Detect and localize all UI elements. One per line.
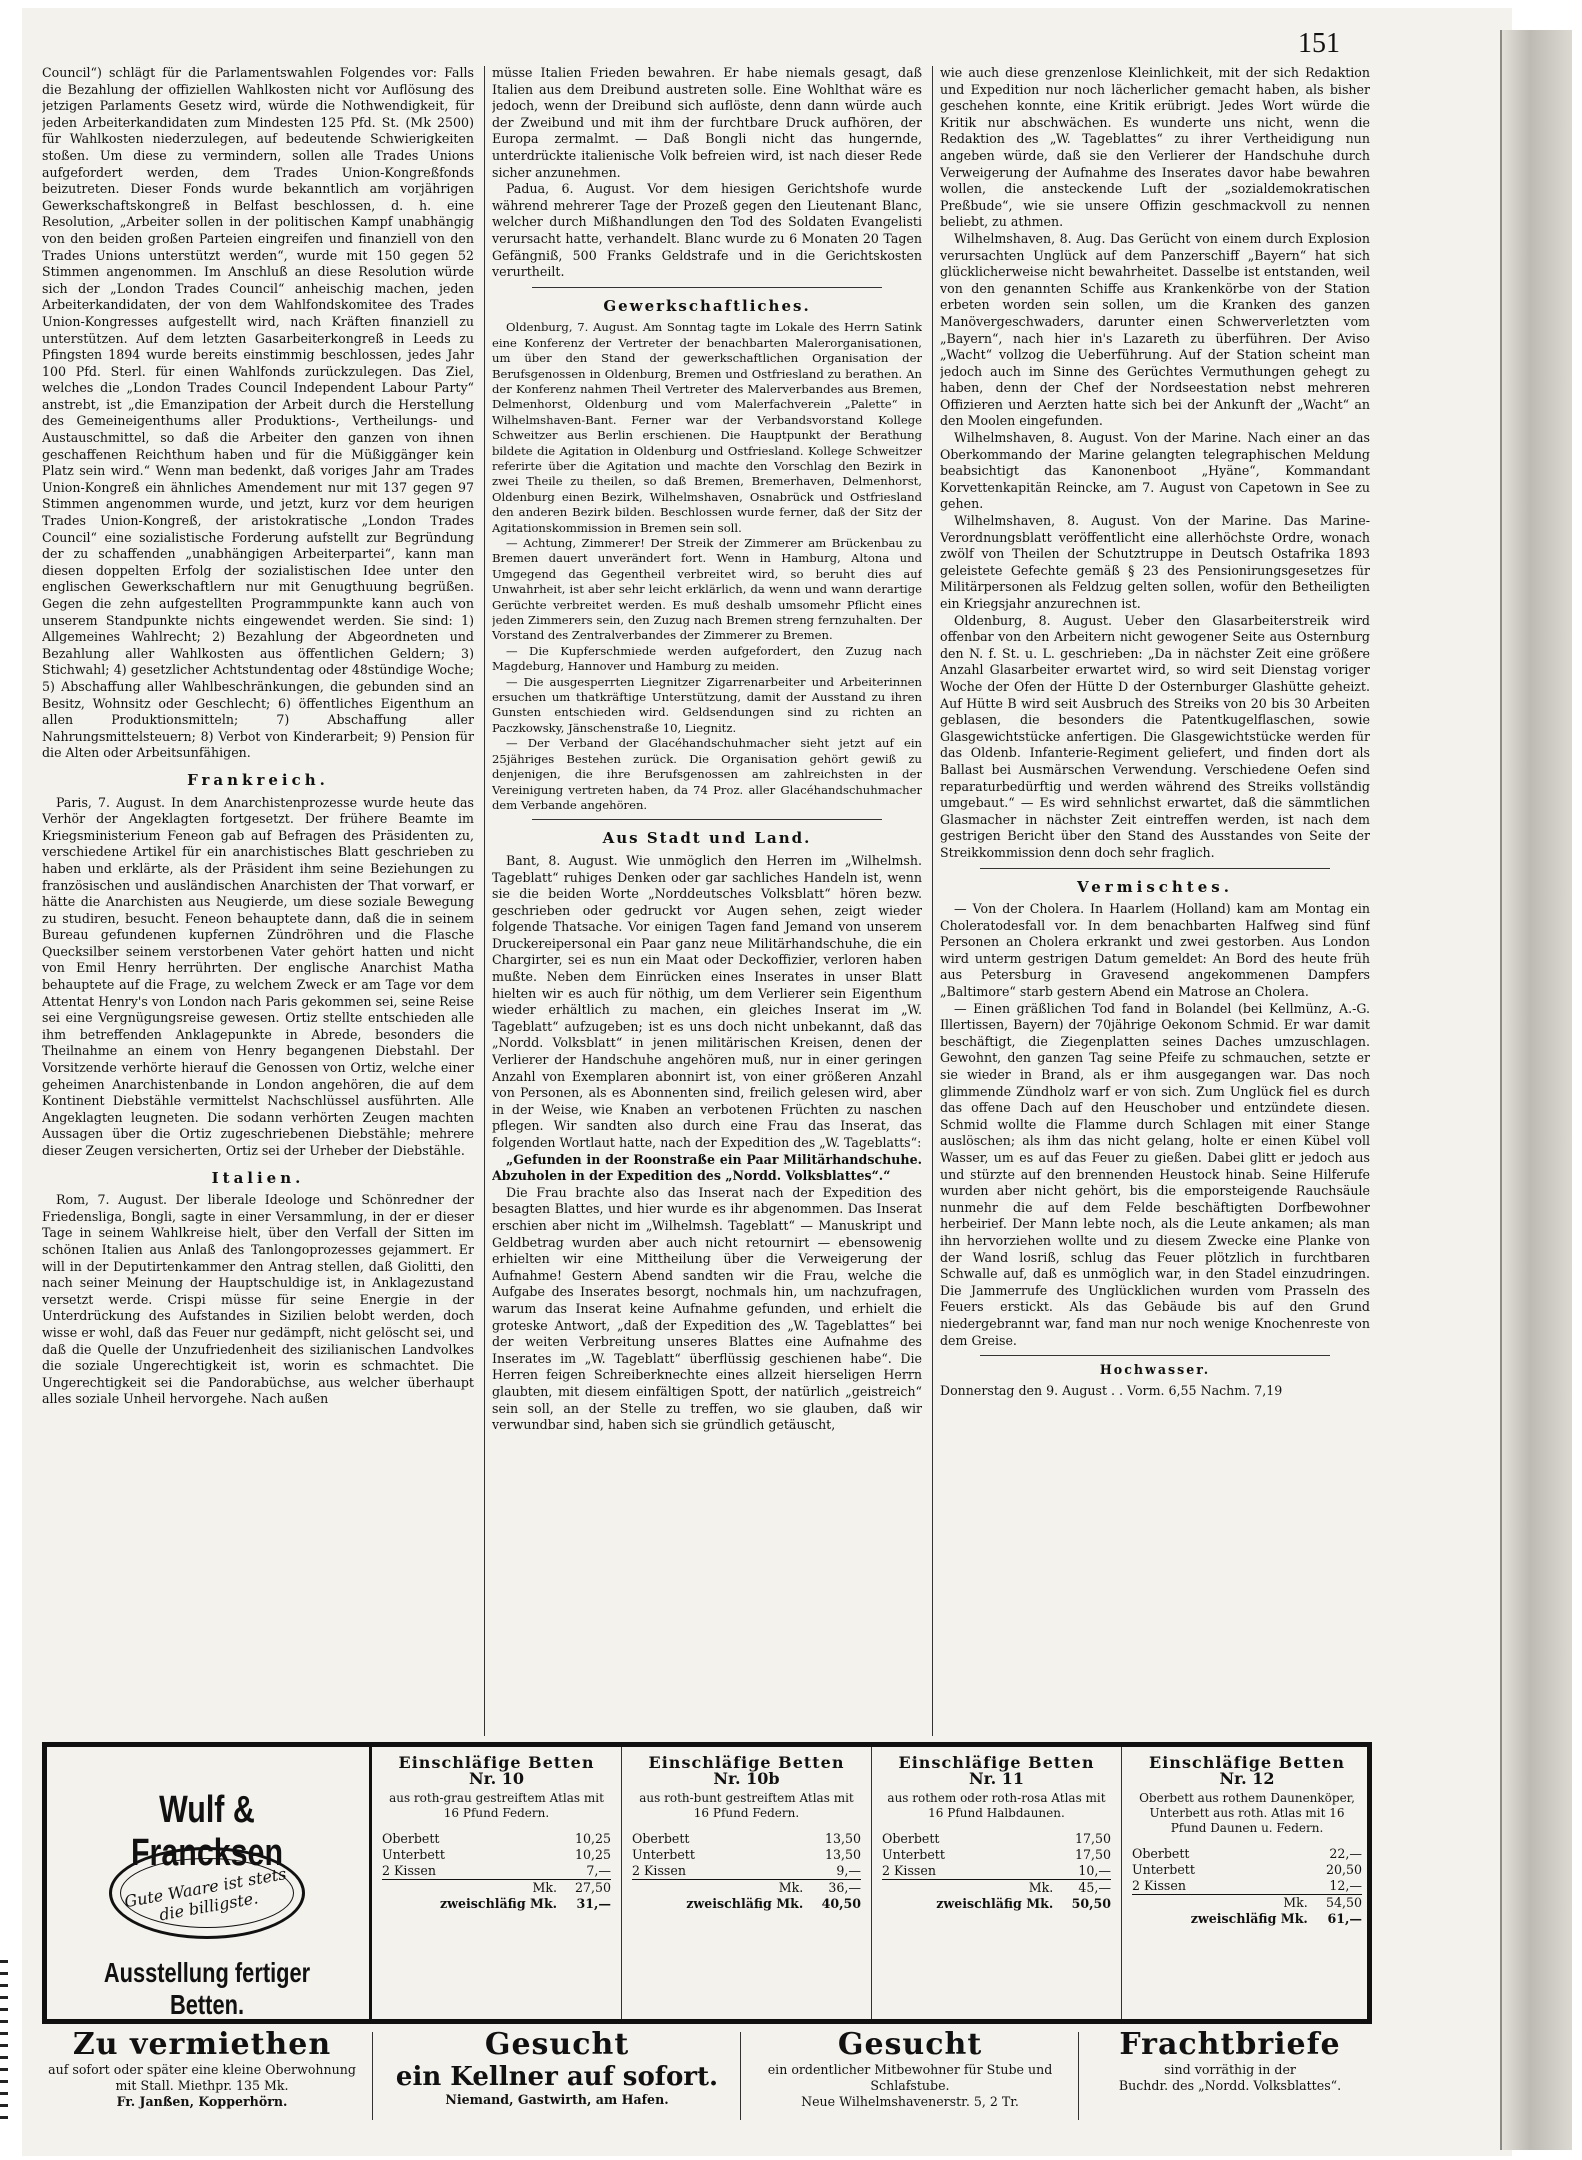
bed-number: Nr. 11 xyxy=(969,1769,1024,1788)
wanted-subtitle: ein Kellner auf sofort. xyxy=(395,2062,719,2092)
roommate-wanted-ad xyxy=(750,2028,1070,2124)
bed-offer xyxy=(372,1747,622,2019)
article-text: Padua, 6. August. Vor dem hiesigen Gerichtshofe wurde während mehrerer Tage der Prozeß gegen den Lieutenant Blanc, welcher durch Mißhandlungen den Tod des Soldaten Evangelisti verursacht hatte, verhandelt. Blanc wurde zu 6 Monaten 20 Tagen Gefängniß, 500 Franks Geldstrafe und in die Gerichtskosten verurtheilt. xyxy=(492,181,922,280)
classified-ads xyxy=(42,2028,1372,2124)
item-price: 13,50 xyxy=(824,1831,861,1846)
item-label: Unterbett xyxy=(882,1847,945,1862)
double-price: 50,50 xyxy=(1071,1896,1111,1911)
double-label: zweischläfig Mk. xyxy=(936,1896,1054,1911)
bed-description: aus roth-bunt gestreiftem Atlas mit 16 Pfund Federn. xyxy=(639,1791,854,1820)
rent-ad xyxy=(42,2028,362,2124)
item-label: 2 Kissen xyxy=(1132,1878,1186,1893)
sum-price: 54,50 xyxy=(1308,1895,1362,1912)
sum-price: 45,— xyxy=(1053,1880,1111,1897)
article-text: Paris, 7. August. In dem Anarchistenprozesse wurde heute das Verhör der Angeklagten fortgesetzt. Der frühere Beamte im Kriegsministerium Feneon gab auf Befragen des Präsidenten zu, verschiedene Artikel für ein anarchistisches Blatt geschrieben zu haben und erklärte, als der Präsident ihm seine Beziehungen zu französischen und ausländischen Anarchisten der That vorwarf, er hätte die Anarchisten aus Neugierde, um diese soziale Bewegung zu studiren, besucht. Feneon behauptete dann, daß die in seinem Bureau gefundenen kupfernen Zündröhren und die Flasche Quecksilber seinem verstorbenen Vater gehört hatten und nicht von Emil Henry herrührten. Der englische Anarchist Matha behauptete auf die Frage, zu welchem Zweck er am Tage vor dem Attentat Henry's von London nach Paris gekommen sei, seine Reise sei eine Vergnügungsreise gewesen. Ortiz stellte entschieden alle ihm betreffenden Anklagepunkte in Abrede, besonders die Theilnahme an einem von Henry begangenen Diebstahl. Der Vorsitzende verhörte hierauf die Genossen von Ortiz, welche einer geheimen Anarchistenbande in London angehören, die auf dem Kontinent Diebstähle vermittelst Nachschlüssel ausführten. Alle Angeklagten leugneten. Die sodann verhörten Zeugen machten Aussagen über die Ortiz zugeschriebenen Diebstähle; mehrere dieser Zeugen versicherten, Ortiz sei der Urheber der Diebstähle. xyxy=(42,794,474,1158)
section-heading-union: Gewerkschaftliches. xyxy=(603,296,811,315)
bed-description: aus rothem oder roth-rosa Atlas mit 16 Pfund Halbdaunen. xyxy=(887,1791,1106,1820)
brand-name: Wulf & Francksen xyxy=(130,1789,284,1874)
item-price: 10,— xyxy=(1078,1863,1111,1878)
article-text: Oldenburg, 8. August. Ueber den Glasarbeiterstreik wird offenbar von den Arbeitern nicht gewogener Seite aus Osternburg den N. f. St. u. L. geschrieben: „Da in nächster Zeit eine größere Anzahl Glasarbeiter erwartet wird, so wird seit Dienstag voriger Woche der Ofen der Hütte D der Osternburger Glashütte geheizt. Auf Hütte B wird seit Ausbruch des Streiks von 20 bis 30 Arbeiten geblasen, die besonders die Patentkugelflaschen, sowie Glasgewichtstücke anfertigen. Die Glasgewichtstücke werden für das Oldenb. Infanterie-Regiment geliefert, und finden dort als Ballast bei Ausmärschen Verwendung. Verschiedene Oefen sind reparaturbedürftig und werden während des Streiks vollständig umgebaut.“ — Es wird sehnlichst erwartet, daß die sämmtlichen Glasmacher in nächster Zeit eintreffen werden, ist nach dem gestrigen Bericht über den Stand des Ausstandes von Seite der Streikkommission denn doch sehr fraglich. xyxy=(940,612,1370,860)
ad-divider xyxy=(1078,2032,1079,2120)
article-text: Wilhelmshaven, 8. August. Von der Marine. Nach einer an das Oberkommando der Marine gelangten telegraphischen Meldung beabsichtigt das Kanonenboot „Hyäne“, Kommandant Korvettenkapitän Reincke, am 7. August von Capetown in See zu gehen. xyxy=(940,430,1370,512)
quoted-ad-text: „Gefunden in der Roonstraße ein Paar Militärhandschuhe. Abzuholen in der Expedition des „Nordd. Volksblattes“.“ xyxy=(492,1151,922,1184)
wanted-contact: Niemand, Gastwirth, am Hafen. xyxy=(445,2092,669,2107)
item-label: Oberbett xyxy=(632,1831,690,1846)
item-price: 9,— xyxy=(836,1863,861,1878)
bed-title: Einschläfige Betten xyxy=(898,1753,1095,1772)
sum-label: Mk. xyxy=(1132,1895,1308,1912)
wanted-title: Gesucht xyxy=(837,2027,983,2062)
bed-number: Nr. 10b xyxy=(713,1769,780,1788)
price-table xyxy=(882,1831,1111,1912)
divider xyxy=(980,1355,1330,1356)
bed-title: Einschläfige Betten xyxy=(398,1753,595,1772)
item-price: 17,50 xyxy=(1074,1847,1111,1862)
column-divider xyxy=(932,66,933,1736)
divider xyxy=(532,819,882,820)
price-table xyxy=(1132,1846,1362,1927)
article-text: Die Frau brachte also das Inserat nach der Expedition des besagten Blattes, und hier wurde es ihr abgenommen. Das Inserat erschien aber nicht im „Wilhelmsh. Tageblatt“ — Manuskript und Geldbetrag wurden aber auch nicht retournirt — ebensowenig erhielten wir eine Mittheilung über die Verweigerung der Aufnahme! Gestern Abend sandten wir die Frau, welche die Aufgabe des Inserates besorgt, nochmals hin, um nachzufragen, warum das Inserat keine Aufnahme gefunden, und erhielt die groteske Antwort, „daß der Expedition des „W. Tageblattes“ bei der weiten Verbreitung unseres Blattes eine Aufnahme des Inserates im „W. Tageblatt“ überflüssig geschienen habe“. Die Herren feigen Schreiberknechte eines allzeit hierseligen Herrn glaubten, mit diesem einfältigen Spott, der natürlich „geistreich“ sein soll, an der Stelle zu treffen, wo sie glauben, daß wir verwundbar sind, haben sich sie gründlich getäuscht, xyxy=(492,1184,922,1433)
bed-title: Einschläfige Betten xyxy=(648,1753,845,1772)
article-text: — Die Kupferschmiede werden aufgefordert, den Zuzug nach Magdeburg, Hannover und Hamburg zu meiden. xyxy=(492,643,922,674)
column-2 xyxy=(492,65,922,1740)
item-price: 17,50 xyxy=(1074,1831,1111,1846)
item-label: Oberbett xyxy=(382,1831,440,1846)
item-price: 12,— xyxy=(1329,1878,1362,1893)
item-price: 10,25 xyxy=(574,1831,611,1846)
article-text: Bant, 8. August. Wie unmöglich den Herren im „Wilhelmsh. Tageblatt“ ruhiges Denken oder gar sachliches Handeln ist, wenn sie die beiden Worte „Norddeutsches Volksblatt“ hören bezw. geschrieben oder gedruckt vor Augen sehen, zeigt wieder folgende Thatsache. Vor einigen Tagen fand Jemand von unserem Druckereipersonal ein Paar ganz neue Militärhandschuhe, die ein Chargirter, sei es nun ein Maat oder Deckoffizier, verloren haben mußte. Neben dem Einrücken eines Inserates in unser Blatt hielten wir es auch für nöthig, um dem Verlierer sein Eigenthum wieder erhältlich zu machen, ein gleiches Inserat im „W. Tageblatt“ aufzugeben; ist es uns doch nicht unbekannt, daß das „Nordd. Volksblatt“ in jenen militärischen Kreisen, denen der Verlierer der Handschuhe angehören muß, nur in einer geringen Anzahl von Exemplaren abonnirt ist, von einer größeren Anzahl von Personen, als es Abonnenten sind, freilich gelesen wird, aber in der Weise, wie Knaben an verbotenen Früchten zu naschen pflegen. Wir sandten also durch eine Frau das Inserat, das folgenden Wortlaut hatte, nach der Expedition des „W. Tageblatts“: xyxy=(492,852,922,1150)
freight-text: sind vorräthig in der xyxy=(1164,2062,1296,2077)
column-1 xyxy=(42,65,474,1740)
wanted-title: Gesucht xyxy=(484,2027,630,2062)
bed-title: Einschläfige Betten xyxy=(1149,1753,1345,1772)
double-price: 40,50 xyxy=(821,1896,861,1911)
high-water-times: Donnerstag den 9. August . . Vorm. 6,55 Nachm. 7,19 xyxy=(940,1382,1283,1398)
article-text: — Die ausgesperrten Liegnitzer Zigarrenarbeiter und Arbeiterinnen ersuchen um thatkräftige Unterstützung, damit der Ausstand zu ihren Gunsten entschieden wird. Geldsendungen sind zu richten an Paczkowsky, Jänschenstraße 10, Liegnitz. xyxy=(492,674,922,735)
item-label: 2 Kissen xyxy=(382,1863,436,1878)
item-label: Unterbett xyxy=(1132,1862,1195,1877)
section-heading-misc: Vermischtes. xyxy=(1077,877,1233,896)
sum-label: Mk. xyxy=(882,1880,1053,1897)
page-edge-marks xyxy=(0,1960,8,2120)
price-table xyxy=(382,1831,611,1912)
high-water-box xyxy=(940,1362,1370,1399)
article-text: müsse Italien Frieden bewahren. Er habe niemals gesagt, daß Italien aus dem Dreibund austreten solle. Eine Wohlthat wäre es jedoch, wenn der Dreibund sich auflöste, denn dann würde auch der Zweibund und mit ihm der furchtbare Druck aufhören, der Europa zermalmt. — Daß Bongli nicht das hungernde, unterdrückte italienische Volk befreien wird, ist nach dieser Rede sicher anzunehmen. xyxy=(492,65,922,180)
article-text: Council“) schlägt für die Parlamentswahlen Folgendes vor: Falls die Bezahlung der offiziellen Wahlkosten nicht vor Auflösung des jetzigen Parlaments Gesetz wird, würde die Nothwendigkeit, für jeden Arbeiterkandidaten zum Mindesten 125 Pfd. St. (Mk 2500) für Wahlkosten niederzulegen, auf bedeutende Schwierigkeiten stoßen. Um diese zu vermindern, sollen alle Trades Unions aufgefordert werden, dem Trades Union-Kongreßfonds beizutreten. Dieser Fonds wurde bekanntlich am vorjährigen Gewerkschaftskongreß in Belfast beschlossen, d. h. eine Resolution, „Arbeiter sollen in der politischen Kampf unabhängig von den beiden großen Parteien eingreifen und finanziell von den Trades Unions unterstützt werden“, wurde mit 150 gegen 52 Stimmen angenommen. Im Anschluß an diese Resolution würde sich der „London Trades Council“ anheischig machen, jeden Arbeiterkandidaten, der von dem Wahlfondskomitee des Trades Union-Kongresses aufgestellt wird, nach Kräften finanziell zu unterstützen. Auf dem letzten Gasarbeiterkongreß in Leeds zu Pfingsten 1894 wurde bereits einstimmig beschlossen, jedes Jahr 100 Pfd. Sterl. für einen Wahlfonds zurückzulegen. Das Ziel, welches die „London Trades Council Independent Labour Party“ anstrebt, ist „die Emanzipation der Arbeit durch die Herstellung des Gemeineigenthums aller Produktions-, Vertheilungs- und Austauschmittel, so daß die Arbeiter den ganzen von ihnen geschaffenen Reichthum haben und für die Müßiggänger kein Platz sein wird.“ Wenn man bedenkt, daß voriges Jahr am Trades Union-Kongreß ein ähnliches Amendement nur mit 137 gegen 97 Stimmen angenommen wurde, und jetzt, kurz vor dem heurigen Trades Union-Kongreß, der aristokratische „London Trades Council“ eine sozialistische Forderung aufstellt zur Begründung der zu schaffenden „unabhängigen Arbeiterpartei“, kann man diesen doppelten Erfolg der sozialistischen Idee unter den englischen Gewerkschaftlern nur mit Genugthuung begrüßen. Gegen die zehn aufgestellten Programmpunkte kann auch von unserem Standpunkte nichts eingewendet werden. Sie sind: 1) Allgemeines Wahlrecht; 2) Bezahlung der Abgeordneten und Bezahlung aller Wahlkosten aus öffentlichen Geldern; 3) Stichwahl; 4) gesetzlicher Achtstundentag oder 48stündige Woche; 5) Abschaffung aller Wahlbeschränkungen, die gebunden sind an Besitz, Wohnsitz oder Geschlecht; 6) öffentliches Eigenthum an allen Produktionsmitteln; 7) Abschaffung aller Nahrungsmittelsteuern; 8) Verbot von Kinderarbeit; 9) Pension für die Alten oder Arbeitsunfähigen. xyxy=(42,65,474,761)
item-price: 22,— xyxy=(1329,1846,1362,1861)
bed-offer xyxy=(622,1747,872,2019)
slogan-oval-logo xyxy=(109,1847,305,1939)
wanted-text: ein ordentlicher Mitbewohner für Stube und Schlafstube. xyxy=(767,2062,1053,2093)
waiter-wanted-ad xyxy=(382,2028,732,2124)
section-heading-france: Frankreich. xyxy=(187,770,329,789)
item-price: 20,50 xyxy=(1325,1862,1362,1877)
column-divider xyxy=(484,66,485,1736)
freight-contact: Buchdr. des „Nordd. Volksblattes“. xyxy=(1118,2078,1342,2093)
item-label: Unterbett xyxy=(632,1847,695,1862)
freight-title: Frachtbriefe xyxy=(1119,2027,1341,2062)
waybills-ad xyxy=(1088,2028,1372,2124)
bed-offer xyxy=(1122,1747,1372,2019)
article-text: Oldenburg, 7. August. Am Sonntag tagte im Lokale des Herrn Satink eine Konferenz der Vertreter der benachbarten Malerorganisationen, um über den Stand der gewerkschaftlichen Organisation der Berufsgenossen in Oldenburg, Bremen und Ostfriesland zu berathen. An der Konferenz nahmen Theil Vertreter des Malerverbandes aus Bremen, Delmenhorst, Oldenburg und vom Malerfachverein „Palette“ in Wilhelmshaven-Bant. Ferner war der Verbandsvorstand Kollege Schweitzer aus Berlin erschienen. Die Hauptpunkt der Berathung bildete die Agitation in Oldenburg und Ostfriesland. Kollege Schweitzer referirte über die Agitation und machte den Vorschlag den Bezirk in zwei Theile zu theilen, so daß Bremen, Bremerhaven, Delmenhorst, Oldenburg einen Bezirk, Wilhelmshaven, Osnabrück und Ostfriesland den anderen Bezirk bilden. Beschlossen wurde ferner, daß der Sitz der Agitationskommission in Bremen sein soll. xyxy=(492,320,922,535)
article-text: — Einen gräßlichen Tod fand in Bolandel (bei Kellmünz, A.-G. Illertissen, Bayern) der 70jährige Oekonom Schmid. Er war damit beschäftigt, die Ziegenplatten seines Daches umzuschlagen. Gewohnt, den ganzen Tag seine Pfeife zu schmauchen, setzte er sie wieder in Brand, als er ihm ausgegangen war. Das noch glimmende Zündholz warf er von sich. Zum Unglück fiel es durch das offene Dach auf den Heuschober und entzündete diesen. Schmid wollte die Flamme durch Schlagen mit einer Stange auslöschen; als ihm das nicht gelang, holte er einen Kübel voll Wasser, um es auf das Feuer zu gießen. Dabei glitt er jedoch aus und stürzte auf den brennenden Heustock hinab. Seine Hilferufe wurden aber nicht gehört, bis die emporsteigende Rauchsäule nunmehr die auf dem Felde beschäftigten Dorfbewohner herbeirief. Der Mann lebte noch, als die Leute ankamen; als man ihn hervorziehen wollte und zu diesem Zwecke eine Planke von der Wand losriß, schlug das Feuer plötzlich in furchtbaren Schwalle auf, daß es unmöglich war, in den Stadel einzudringen. Die Jammerrufe des Unglücklichen wurden vom Prasseln des Feuers erstickt. Als das Gebäude bis auf den Grund niedergebrannt war, fand man nur noch wenige Knochenreste von dem Greise. xyxy=(940,1000,1370,1348)
exhibition-line: Ausstellung fertiger Betten. xyxy=(103,1957,311,2020)
bed-offer xyxy=(872,1747,1122,2019)
item-label: Oberbett xyxy=(882,1831,940,1846)
column-3 xyxy=(940,65,1370,1740)
price-table xyxy=(632,1831,861,1912)
article-text: Wilhelmshaven, 8. Aug. Das Gerücht von einem durch Explosion verursachten Unglück auf dem Panzerschiff „Bayern“ hat sich glücklicherweise nicht bewahrheitet. Dasselbe ist entstanden, weil von den genannten Schiffe aus Krankenkörbe von der Station erbeten worden sein sollen, um die Kranken des ganzen Manövergeschwaders, darunter einen Schwerverletzten vom „Bayern“, nach hier in's Lazareth zu überführen. Der Aviso „Wacht“ vollzog die Ueberführung. Auf der Station scheint man jedoch auch im Sinne des Gerüchtes Vermuthungen gehegt zu haben, denn der Chef der Nordseestation nebst mehreren Offizieren und Aerzten hatte sich bei der Ankunft der „Wacht“ an den Moolen eingefunden. xyxy=(940,230,1370,429)
article-text: — Von der Cholera. In Haarlem (Holland) kam am Montag ein Choleratodesfall vor. In dem benachbarten Halfweg sind fünf Personen an Cholera erkrankt und zwei gestorben. Aus London wird unterm gestrigen Datum gemeldet: An Bord des heute früh aus Petersburg in Gravesend angekommenen Dampfers „Baltimore“ starb gestern Abend ein Matrose an Cholera. xyxy=(940,901,1370,1000)
divider xyxy=(980,868,1330,869)
double-label: zweischläfig Mk. xyxy=(1190,1911,1308,1926)
sum-price: 36,— xyxy=(803,1880,861,1897)
article-text: Wilhelmshaven, 8. August. Von der Marine. Das Marine-Verordnungsblatt veröffentlicht eine allerhöchste Ordre, wonach zwölf von Theilen der Schutztruppe in Deutsch Ostafrika 1893 geleistete Gefechte gemäß § 23 des Pensionirungsgesetzes für Militärpersonen als Feldzug gelten sollen, wofür den Betheiligten ein Kriegsjahr anzurechnen ist. xyxy=(940,513,1370,611)
ad-divider xyxy=(740,2032,741,2120)
divider xyxy=(532,287,882,288)
rent-text: auf sofort oder später eine kleine Oberwohnung mit Stall. Miethpr. 135 Mk. xyxy=(48,2062,356,2093)
item-label: Oberbett xyxy=(1132,1846,1190,1861)
ad-divider xyxy=(372,2032,373,2120)
double-price: 31,— xyxy=(576,1896,611,1911)
double-label: zweischläfig Mk. xyxy=(440,1896,558,1911)
sum-label: Mk. xyxy=(382,1880,557,1897)
section-heading-italy: Italien. xyxy=(211,1168,305,1187)
item-price: 10,25 xyxy=(574,1847,611,1862)
item-label: 2 Kissen xyxy=(882,1863,936,1878)
bed-number: Nr. 12 xyxy=(1219,1769,1275,1788)
article-text: — Achtung, Zimmerer! Der Streik der Zimmerer am Brückenbau zu Bremen dauert unverändert fort. Wenn in Hamburg, Altona und Umgegend das Gegentheil verbreitet wird, so beruht dies auf Unwahrheit, ist aber sehr leicht erklärlich, da wenn und wann derartige Gerüchte verbreitet werden. Es muß deshalb umsomehr Pflicht eines jeden Zimmerers sein, den Zuzug nach Bremen streng fernzuhalten. Der Vorstand des Zentralverbandes der Zimmerer zu Bremen. xyxy=(492,536,922,643)
page-number: 151 xyxy=(1298,28,1340,59)
sum-label: Mk. xyxy=(632,1880,803,1897)
wanted-contact: Neue Wilhelmshavenerstr. 5, 2 Tr. xyxy=(801,2094,1019,2109)
article-text: wie auch diese grenzenlose Kleinlichkeit, mit der sich Redaktion und Expedition nur noch lächerlicher gemacht haben, als bisher geschehen konnte, eine Kritik erübrigt. Jedes Wort würde die Kritik nur abschwächen. Es wunderte uns nicht, wenn die Redaktion des „W. Tageblattes“ zu ihrer Vertheidigung nun angeben würde, daß sie den Verlierer der Handschuhe durch Verweigerung der Aufnahme des Inserates davor habe bewahren wollen, die ansteckende Luft der „sozialdemokratischen Preßbude“, wie sie unsere Offizin geschmackvoll zu nennen beliebt, zu athmen. xyxy=(940,65,1370,230)
rent-contact: Fr. Janßen, Kopperhörn. xyxy=(116,2094,288,2109)
ad-brand-panel xyxy=(47,1747,372,2019)
double-label: zweischläfig Mk. xyxy=(686,1896,804,1911)
sum-price: 27,50 xyxy=(557,1880,611,1897)
high-water-title: Hochwasser. xyxy=(1099,1362,1211,1378)
item-price: 7,— xyxy=(586,1863,611,1878)
bed-description: aus roth-grau gestreiftem Atlas mit 16 Pfund Federn. xyxy=(389,1791,604,1820)
binding-edge xyxy=(1500,30,1572,2150)
double-price: 61,— xyxy=(1327,1911,1362,1926)
item-label: 2 Kissen xyxy=(632,1863,686,1878)
article-text: — Der Verband der Glacéhandschuhmacher sieht jetzt auf ein 25jähriges Bestehen zurück. Die Organisation gehört gewiß zu denjenigen, die ihre Berufsgenossen am zahlreichsten in der Vereinigung vertreten haben, da 74 Proz. aller Glacéhandschuhmacher dem Verbande angehören. xyxy=(492,736,922,812)
item-price: 13,50 xyxy=(824,1847,861,1862)
section-heading-local: Aus Stadt und Land. xyxy=(602,829,812,848)
bed-advertisement xyxy=(42,1742,1372,2024)
slogan-text: Gute Waare ist stets die billigste. xyxy=(122,1864,288,1925)
item-label: Unterbett xyxy=(382,1847,445,1862)
bed-description: Oberbett aus rothem Daunenköper, Unterbett aus roth. Atlas mit 16 Pfund Daunen u. Federn. xyxy=(1139,1791,1355,1835)
rent-title: Zu vermiethen xyxy=(72,2027,332,2062)
bed-number: Nr. 10 xyxy=(469,1769,524,1788)
article-text: Rom, 7. August. Der liberale Ideologe und Schönredner der Friedensliga, Bongli, sagte in einer Versammlung, in der er dieser Tage in seinem Wahlkreise hielt, über den Verfall der Sitten im schönen Italien aus Anlaß des Tanlongoprozesses gejammert. Er will in der Deputirtenkammer den Antrag stellen, daß Giolitti, den nach seiner Meinung der Hauptschuldige ist, in Anklagezustand versetzt werde. Crispi müsse für seine Energie in der Unterdrückung des Aufstandes in Sizilien belobt werden, doch wisse er wohl, daß das Feuer nur gedämpft, nicht gelöscht sei, und daß die Quelle der Unzufriedenheit des sizilianischen Landvolkes die soziale Ungerechtigkeit ist, worin es schmachtet. Die Ungerechtigkeit sei die Pandorabüchse, aus welcher überhaupt alles soziale Unheil hervorgehe. Nach außen xyxy=(42,1192,474,1407)
